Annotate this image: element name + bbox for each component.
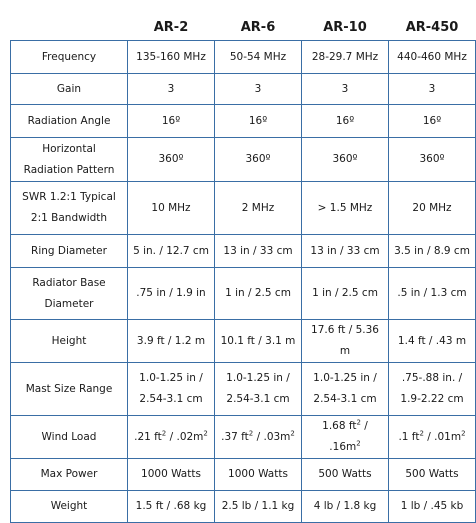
row-weight <box>11 491 476 523</box>
row-label: Mast Size Range <box>11 363 128 416</box>
table-cell: 3 <box>389 74 476 105</box>
table-cell: .5 in / 1.3 cm <box>389 268 476 320</box>
row-frequency <box>11 41 476 74</box>
row-ring-diameter <box>11 235 476 268</box>
table-cell: 3 <box>215 74 302 105</box>
header-ar-6: AR-6 <box>240 19 276 35</box>
table-cell: 4 lb / 1.8 kg <box>302 491 389 523</box>
header-ar-450: AR-450 <box>405 19 459 35</box>
row-label: Radiator Base Diameter <box>11 268 128 320</box>
header-ar-2: AR-2 <box>153 19 189 35</box>
table-cell: 28-29.7 MHz <box>302 41 389 74</box>
table-cell: 360º <box>215 138 302 182</box>
table-cell: 10 MHz <box>128 182 215 235</box>
row-label: SWR 1.2:1 Typical 2:1 Bandwidth <box>11 182 128 235</box>
table-cell: 50-54 MHz <box>215 41 302 74</box>
table-cell: 2 MHz <box>215 182 302 235</box>
table-cell: .21 $ft^2 / .02m^2$ <box>128 416 215 459</box>
row-horizontal-radiation-pattern <box>11 138 476 182</box>
table-cell: .75 in / 1.9 in <box>128 268 215 320</box>
row-radiator-base-diameter <box>11 268 476 320</box>
row-label: Weight <box>11 491 128 523</box>
table-cell: .37 $ft^2 / .03m^2$ <box>215 416 302 459</box>
row-max-power <box>11 459 476 491</box>
row-label: Radiation Angle <box>11 105 128 138</box>
table-cell: 500 Watts <box>389 459 476 491</box>
row-height <box>11 320 476 363</box>
table-cell: 440-460 MHz <box>389 41 476 74</box>
row-gain <box>11 74 476 105</box>
antenna-spec-table <box>10 14 476 523</box>
header-row <box>11 14 476 41</box>
table-cell: 13 in / 33 cm <box>302 235 389 268</box>
table-cell: 1000 Watts <box>215 459 302 491</box>
table-cell: 500 Watts <box>302 459 389 491</box>
table-cell: 16º <box>389 105 476 138</box>
header-corner <box>11 14 128 41</box>
row-label: Gain <box>11 74 128 105</box>
table-cell: 360º <box>389 138 476 182</box>
table-cell: 1.0-1.25 in / 2.54-3.1 cm <box>302 363 389 416</box>
table-cell: 1.0-1.25 in / 2.54-3.1 cm <box>128 363 215 416</box>
table-cell: 1 in / 2.5 cm <box>302 268 389 320</box>
row-swr-bandwidth <box>11 182 476 235</box>
table-cell: .1 $ft^2 / .01m^2$ <box>389 416 476 459</box>
table-cell: 16º <box>215 105 302 138</box>
table-cell: 16º <box>302 105 389 138</box>
row-label: Max Power <box>11 459 128 491</box>
row-mast-size-range <box>11 363 476 416</box>
table-cell: 3.9 ft / 1.2 m <box>128 320 215 363</box>
table-cell: .75-.88 in. / 1.9-2.22 cm <box>389 363 476 416</box>
row-label: Wind Load <box>11 416 128 459</box>
table-cell: 17.6 ft / 5.36 m <box>302 320 389 363</box>
table-cell: 1.4 ft / .43 m <box>389 320 476 363</box>
table-cell: 2.5 lb / 1.1 kg <box>215 491 302 523</box>
row-label: Ring Diameter <box>11 235 128 268</box>
table-cell: 20 MHz <box>389 182 476 235</box>
table-cell: > 1.5 MHz <box>302 182 389 235</box>
row-wind-load <box>11 416 476 459</box>
table-cell: 13 in / 33 cm <box>215 235 302 268</box>
table-cell: 5 in. / 12.7 cm <box>128 235 215 268</box>
table-cell: 1.0-1.25 in / 2.54-3.1 cm <box>215 363 302 416</box>
table-cell: 1 in / 2.5 cm <box>215 268 302 320</box>
row-label: Horizontal Radiation Pattern <box>11 138 128 182</box>
table-cell: 10.1 ft / 3.1 m <box>215 320 302 363</box>
table-cell: 360º <box>128 138 215 182</box>
table-cell: 360º <box>302 138 389 182</box>
table-cell: 1.68 $ft^2 / .16m^2$ <box>302 416 389 459</box>
table-cell: 1.5 ft / .68 kg <box>128 491 215 523</box>
header-ar-10: AR-10 <box>323 19 367 35</box>
table-cell: 3.5 in / 8.9 cm <box>389 235 476 268</box>
row-label: Frequency <box>11 41 128 74</box>
table-cell: 3 <box>302 74 389 105</box>
table-cell: 135-160 MHz <box>128 41 215 74</box>
table-cell: 1 lb / .45 kb <box>389 491 476 523</box>
table-cell: 1000 Watts <box>128 459 215 491</box>
row-radiation-angle <box>11 105 476 138</box>
table-cell: 16º <box>128 105 215 138</box>
row-label: Height <box>11 320 128 363</box>
table-cell: 3 <box>128 74 215 105</box>
